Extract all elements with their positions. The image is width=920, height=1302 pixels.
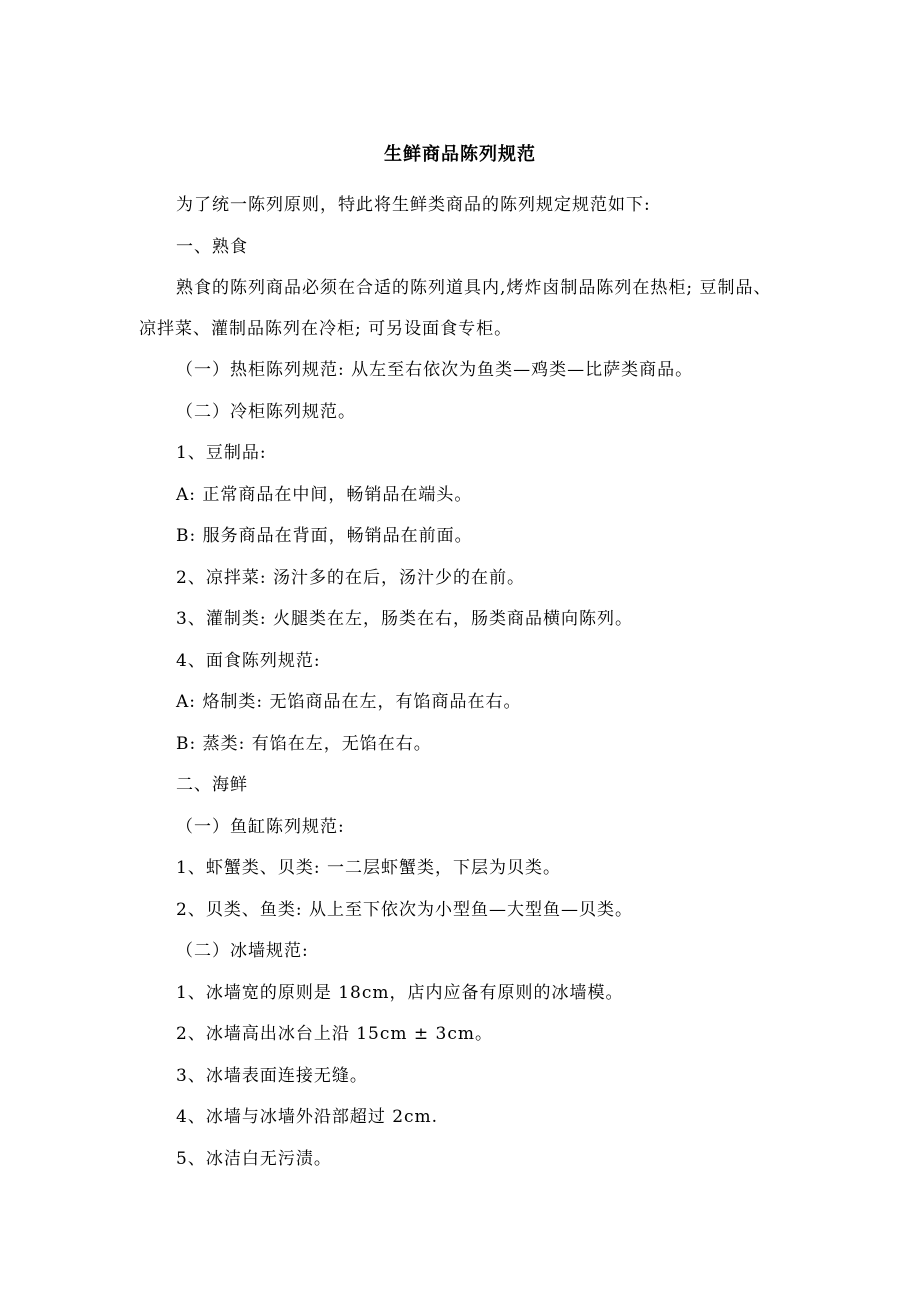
subsection-ice-wall: （二）冰墙规范: <box>176 941 309 961</box>
subsection-fish-tank: （一）鱼缸陈列规范: <box>176 817 345 837</box>
list-item: 2、贝类、鱼类: 从上至下依次为小型鱼—大型鱼—贝类。 <box>176 900 633 920</box>
list-item: 1、豆制品: <box>176 443 267 463</box>
list-item: B: 蒸类: 有馅在左，无馅在右。 <box>176 734 432 754</box>
intro-paragraph: 为了统一陈列原则，特此将生鲜类商品的陈列规定规范如下: <box>176 195 651 215</box>
list-item: A: 烙制类: 无馅商品在左，有馅商品在右。 <box>176 692 522 712</box>
list-item: 3、冰墙表面连接无缝。 <box>176 1066 368 1086</box>
list-item: B: 服务商品在背面，畅销品在前面。 <box>176 526 473 546</box>
section-heading-cooked-food: 一、熟食 <box>176 237 248 257</box>
list-item: 4、冰墙与冰墙外沿部超过 2cm. <box>176 1107 439 1127</box>
list-item: 5、冰洁白无污渍。 <box>176 1149 332 1169</box>
list-item: 3、灌制类: 火腿类在左，肠类在右，肠类商品横向陈列。 <box>176 609 633 629</box>
subsection-hot-cabinet: （一）热柜陈列规范: 从左至右依次为鱼类—鸡类—比萨类商品。 <box>176 360 694 380</box>
paragraph-line: 凉拌菜、灌制品陈列在冷柜; 可另设面食专柜。 <box>139 319 513 339</box>
list-item: 2、凉拌菜: 汤汁多的在后，汤汁少的在前。 <box>176 568 525 588</box>
list-item: 1、冰墙宽的原则是 18cm，店内应备有原则的冰墙模。 <box>176 983 624 1003</box>
list-item: 2、冰墙高出冰台上沿 15cm ± 3cm。 <box>176 1024 494 1044</box>
paragraph-line: 熟食的陈列商品必须在合适的陈列道具内,烤炸卤制品陈列在热柜; 豆制品、 <box>176 278 772 298</box>
list-item: 4、面食陈列规范: <box>176 651 321 671</box>
subsection-cold-cabinet: （二）冷柜陈列规范。 <box>176 402 356 422</box>
list-item: A: 正常商品在中间，畅销品在端头。 <box>176 485 473 505</box>
document-title: 生鲜商品陈列规范 <box>384 144 536 165</box>
section-heading-seafood: 二、海鲜 <box>176 775 248 795</box>
list-item: 1、虾蟹类、贝类: 一二层虾蟹类，下层为贝类。 <box>176 858 561 878</box>
